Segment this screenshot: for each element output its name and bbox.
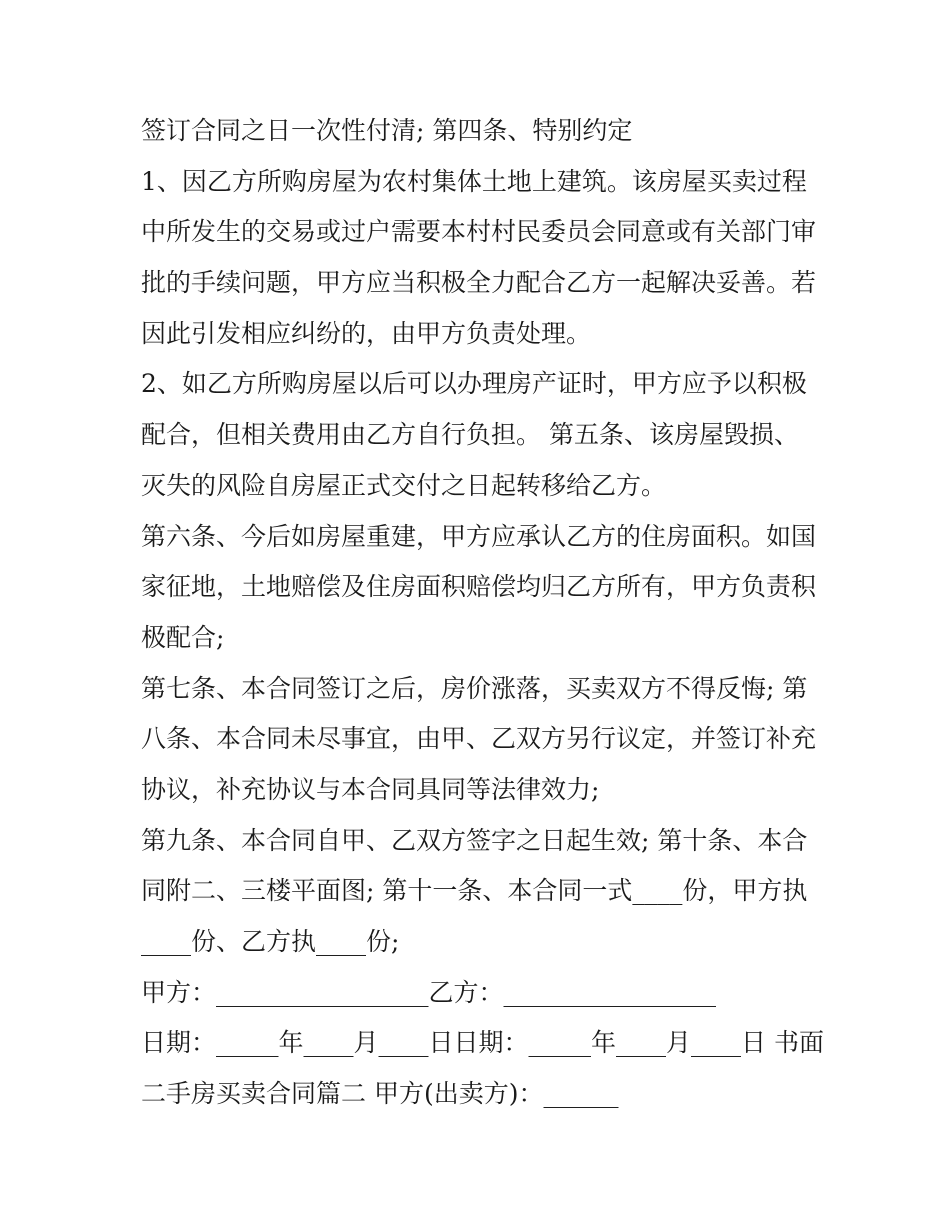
text-line: 家征地，土地赔偿及住房面积赔偿均归乙方所有，甲方负责积 <box>141 572 817 602</box>
text-line: 第九条、本合同自甲、乙双方签字之日起生效; 第十条、本合 <box>141 825 808 855</box>
text-line: 第六条、今后如房屋重建，甲方应承认乙方的住房面积。如国 <box>141 521 817 551</box>
text-line: 第七条、本合同签订之后，房价涨落，买卖双方不得反悔; 第 <box>141 673 808 703</box>
signature-line: 甲方：_________________乙方：_________________ <box>141 977 717 1007</box>
text-line: 1、因乙方所购房屋为农村集体土地上建筑。该房屋买卖过程 <box>141 166 807 196</box>
text-line: 同附二、三楼平面图; 第十一条、本合同一式____份，甲方执 <box>141 876 808 906</box>
text-line: 灭失的风险自房屋正式交付之日起转移给乙方。 <box>141 470 667 500</box>
date-line: 日期：_____年____月____日日期：_____年____月____日 书面 <box>141 1028 824 1058</box>
contract-body-text <box>141 106 824 1120</box>
text-line: 八条、本合同未尽事宜，由甲、乙双方另行议定，并签订补充 <box>141 724 817 754</box>
text-line: 配合，但相关费用由乙方自行负担。 第五条、该房屋毁损、 <box>141 420 799 450</box>
text-line: 2、如乙方所购房屋以后可以办理房产证时，甲方应予以积极 <box>141 369 807 399</box>
section-heading-line: 二手房买卖合同篇二 甲方(出卖方)：______ <box>141 1079 619 1109</box>
text-line: 批的手续问题，甲方应当积极全力配合乙方一起解决妥善。若 <box>141 268 817 298</box>
text-line: 签订合同之日一次性付清; 第四条、特别约定 <box>141 116 633 145</box>
text-line: 极配合; <box>141 622 225 652</box>
text-line: 协议，补充协议与本合同具同等法律效力; <box>141 774 600 804</box>
text-line: 因此引发相应纠纷的，由甲方负责处理。 <box>141 318 592 348</box>
text-line: 中所发生的交易或过户需要本村村民委员会同意或有关部门审 <box>141 217 817 247</box>
text-line: ____份、乙方执____份; <box>141 927 400 956</box>
